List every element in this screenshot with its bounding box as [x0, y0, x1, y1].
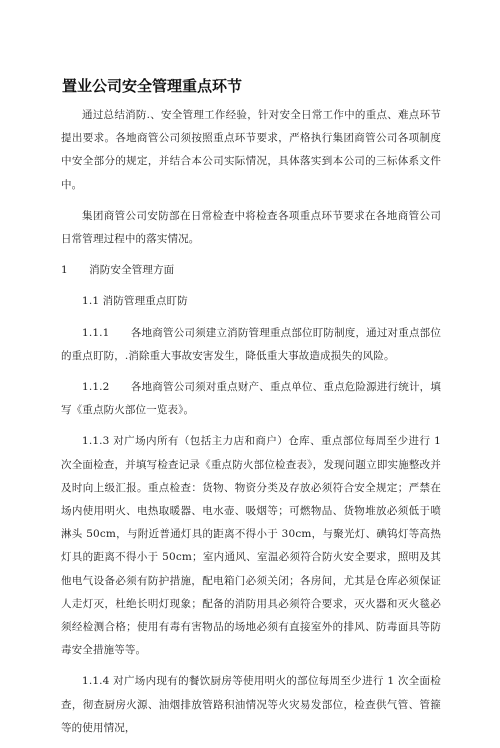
document-title: 置业公司安全管理重点环节 [62, 77, 243, 95]
clause-1-1-3: 1.1.3 对广场内所有（包括主力店和商户）仓库、重点部位每周至少进行 1 次全面检查，并填写检查记录《重点防火部位检查表》，发现问题立即实施整改并及时向上级汇报。重点检查：货物、物资分类及存放必须符合安全规定；严禁在场内使用明火、电热取暖器、电水壶、吸烟等；可燃物品、货物堆放必须低于喷淋头 50cm，与附近普通灯具的距离不得小于 30cm，与聚光灯、碘钨灯等高热灯具的距离不得小于 50cm；室内通风、室温必须符合防火安全要求，照明及其他电气设备必须有防护措施，配电箱门必须关闭；各房间，尤其是仓库必须保证人走灯灭，杜绝长明灯现象；配备的消防用具必须符合要求，灭火器和灭火毯必须经检测合格；使用有毒有害物品的场地必须有直接室外的排风、防毒面具等防毒安全措施等等。 [61, 435, 441, 657]
clause-1-1-1: 1.1.1 各地商管公司须建立消防管理重点部位盯防制度，通过对重点部位的重点盯防，.消除重大事故安害发生，降低重大事故造成损失的风险。 [61, 326, 441, 362]
section-heading-fire-safety: 1 消防安全管理方面 [61, 264, 175, 277]
document-body [61, 104, 441, 748]
intro-paragraph: 通过总结消防.、安全管理工作经验，针对安全日常工作中的重点、难点环节提出要求。各地商管公司须按照重点环节要求，严格执行集团商管公司各项制度中安全部分的规定，并结合本公司实际情况，具体落实到本公司的三标体系文件中。 [61, 109, 441, 191]
clause-1-1-2: 1.1.2 各地商管公司须对重点财产、重点单位、重点危险源进行统计，填写《重点防火部位一览表》。 [61, 381, 441, 417]
subsection-heading-1-1: 1.1 消防管理重点盯防 [82, 295, 188, 308]
inspection-paragraph: 集团商管公司安防部在日常检查中将检查各项重点环节要求在各地商管公司日常管理过程中的落实情况。 [61, 209, 441, 246]
clause-1-1-4: 1.1.4 对广场内现有的餐饮厨房等使用明火的部位每周至少进行 1 次全面检查，彻查厨房火源、油烟排放管路积油情况等火灾易发部位，检查供气管、管箍等的使用情况， [61, 675, 441, 734]
